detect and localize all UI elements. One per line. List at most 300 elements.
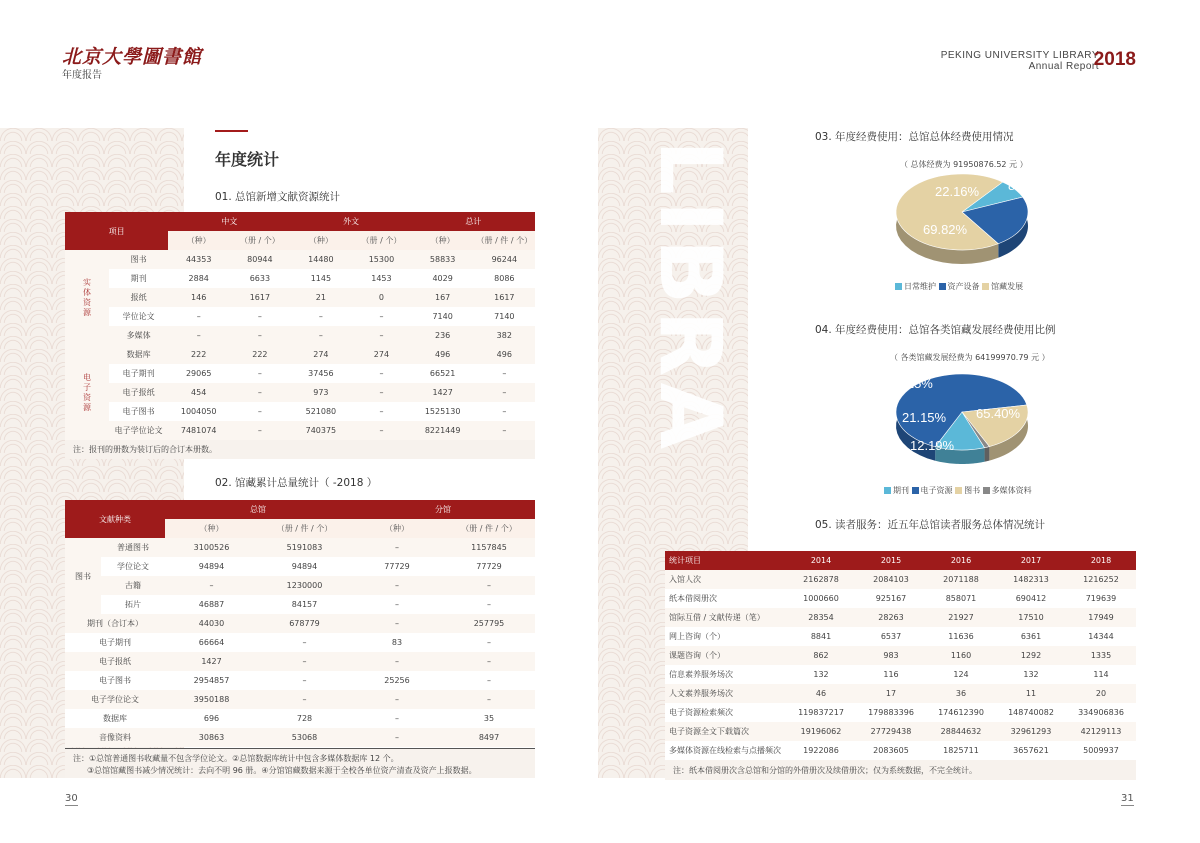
table-cell: – <box>351 421 411 440</box>
table-cell: 5009937 <box>1066 741 1136 760</box>
legend-item <box>912 486 953 495</box>
table-row <box>65 690 535 709</box>
table-cell: 382 <box>474 326 535 345</box>
row-label: 电子学位论文 <box>109 421 168 440</box>
row-label: 信息素养服务场次 <box>665 665 786 684</box>
table-cell: 1000660 <box>786 589 856 608</box>
table-row <box>665 589 1136 608</box>
table-cell: – <box>351 709 443 728</box>
table1-unit: （种） <box>412 231 474 250</box>
table-row <box>65 345 535 364</box>
header-en-line1: PEKING UNIVERSITY LIBRARY <box>940 50 1099 61</box>
table2-title: 02. 馆藏累计总量统计（ -2018 ） <box>215 477 378 489</box>
table-row <box>665 703 1136 722</box>
chart4-pie <box>880 370 1050 480</box>
table-cell: 7481074 <box>168 421 229 440</box>
legend-item <box>982 282 1023 291</box>
table-cell: 17 <box>856 684 926 703</box>
logo-subtitle: 年度报告 <box>62 70 102 81</box>
pie-data-label: 21.15% <box>902 410 947 425</box>
table-cell: 6361 <box>996 627 1066 646</box>
table-cell: – <box>165 576 258 595</box>
header-year: 2018 <box>1093 49 1136 70</box>
table-row <box>665 627 1136 646</box>
row-label: 期刊 <box>109 269 168 288</box>
table-cell: 146 <box>168 288 229 307</box>
table-cell: 44030 <box>165 614 258 633</box>
row-label: 报纸 <box>109 288 168 307</box>
table-row <box>665 570 1136 589</box>
table1-group-cn: 中文 <box>168 212 290 231</box>
table-cell: 925167 <box>856 589 926 608</box>
table5-header-cell: 统计项目 <box>665 551 786 570</box>
legend-label: 多媒体资料 <box>991 486 1032 495</box>
table-cell: 28354 <box>786 608 856 627</box>
table5-header-cell: 2015 <box>856 551 926 570</box>
table5-title: 05. 读者服务：近五年总馆读者服务总体情况统计 <box>815 519 1046 531</box>
table-cell: 1160 <box>926 646 996 665</box>
legend-item <box>983 486 1032 495</box>
row-label: 人文素养服务场次 <box>665 684 786 703</box>
pie-slice-side <box>985 447 990 462</box>
table-cell: 8497 <box>443 728 535 747</box>
table-cell: 84157 <box>258 595 351 614</box>
table-cell: 5191083 <box>258 538 351 557</box>
table-cell: 8221449 <box>412 421 474 440</box>
table-cell: 1427 <box>412 383 474 402</box>
section-accent-bar <box>215 130 248 132</box>
table-row <box>65 652 535 671</box>
table-cell: 132 <box>996 665 1066 684</box>
table-cell: 36 <box>926 684 996 703</box>
row-label: 电子学位论文 <box>65 690 165 709</box>
table-cell: 1617 <box>229 288 290 307</box>
table-cell: 174612390 <box>926 703 996 722</box>
table1-unit: （种） <box>168 231 229 250</box>
table5-note: 注：纸本借阅册次含总馆和分馆的外借册次及续借册次；仅为系统数据，不完全统计。 <box>665 760 1136 780</box>
table-cell: – <box>351 576 443 595</box>
row-label: 入馆人次 <box>665 570 786 589</box>
legend-swatch <box>939 283 946 290</box>
row-group-label: 电子资源 <box>65 345 109 440</box>
table-row <box>65 728 535 747</box>
table-cell: 1216252 <box>1066 570 1136 589</box>
table1-group-total: 总计 <box>412 212 535 231</box>
table-cell: 124 <box>926 665 996 684</box>
table-cell: 77729 <box>443 557 535 576</box>
row-label: 多媒体资源在线检索与点播频次 <box>665 741 786 760</box>
table-cell: – <box>443 690 535 709</box>
table-cell: 8086 <box>474 269 535 288</box>
table-cell: 1230000 <box>258 576 351 595</box>
page-number-left: 30 <box>65 793 78 804</box>
table-row <box>65 402 535 421</box>
table-cell: 28844632 <box>926 722 996 741</box>
table-cell: – <box>443 633 535 652</box>
table-row <box>65 250 535 269</box>
table-cell: 6537 <box>856 627 926 646</box>
table-cell: 1482313 <box>996 570 1066 589</box>
table-cell: – <box>351 538 443 557</box>
table-cell: 58833 <box>412 250 474 269</box>
table-cell: 25256 <box>351 671 443 690</box>
legend-swatch <box>983 487 990 494</box>
chart3-pie <box>880 170 1050 275</box>
table-cell: 83 <box>351 633 443 652</box>
table-cell: 1825711 <box>926 741 996 760</box>
row-label: 电子期刊 <box>65 633 165 652</box>
table-cell: – <box>351 307 411 326</box>
legend-label: 图书 <box>964 486 981 495</box>
pie-data-label: 8.02% <box>1008 178 1045 193</box>
table-cell: – <box>351 402 411 421</box>
legend-swatch <box>895 283 902 290</box>
table-row <box>65 633 535 652</box>
table-cell: – <box>351 652 443 671</box>
legend-swatch <box>912 487 919 494</box>
table-cell: 3657621 <box>996 741 1066 760</box>
table-cell: 983 <box>856 646 926 665</box>
chart4-legend <box>884 485 1032 496</box>
table-cell: 94894 <box>165 557 258 576</box>
table-cell: 94894 <box>258 557 351 576</box>
table-cell: – <box>258 690 351 709</box>
table-row <box>65 269 535 288</box>
table-cell: 42129113 <box>1066 722 1136 741</box>
table-cell: 37456 <box>291 364 352 383</box>
table1-group-foreign: 外文 <box>291 212 412 231</box>
legend-label: 资产设备 <box>947 282 980 291</box>
table2-note <box>65 748 535 778</box>
table-cell: – <box>258 652 351 671</box>
row-label: 纸本借阅册次 <box>665 589 786 608</box>
legend-label: 期刊 <box>893 486 909 495</box>
table-cell: 690412 <box>996 589 1066 608</box>
table-cell: 2071188 <box>926 570 996 589</box>
legend-item <box>955 486 980 495</box>
table-cell: 222 <box>229 345 290 364</box>
table2 <box>65 500 535 747</box>
table-cell: 1453 <box>351 269 411 288</box>
table-cell: 21 <box>291 288 352 307</box>
table1-unit: （册 / 件 / 个） <box>474 231 535 250</box>
row-label: 网上咨询（个） <box>665 627 786 646</box>
table-cell: 1157845 <box>443 538 535 557</box>
row-label: 电子期刊 <box>109 364 168 383</box>
table1-note: 注：报刊的册数为装订后的合订本册数。 <box>65 440 535 459</box>
table-cell: 454 <box>168 383 229 402</box>
table-cell: 678779 <box>258 614 351 633</box>
table-cell: 44353 <box>168 250 229 269</box>
table1-head-item: 项目 <box>65 212 168 250</box>
table-cell: – <box>474 383 535 402</box>
table-cell: – <box>474 364 535 383</box>
table-cell: 1617 <box>474 288 535 307</box>
table-cell: 114 <box>1066 665 1136 684</box>
table-cell: 17949 <box>1066 608 1136 627</box>
table-cell: 2954857 <box>165 671 258 690</box>
table-cell: 521080 <box>291 402 352 421</box>
table-cell: – <box>474 402 535 421</box>
library-logo: 北京大學圖書館 <box>62 46 203 68</box>
table-cell: 17510 <box>996 608 1066 627</box>
row-label: 课题咨询（个） <box>665 646 786 665</box>
pie-data-label: 22.16% <box>935 184 980 199</box>
table5-header-cell: 2017 <box>996 551 1066 570</box>
table-row <box>665 646 1136 665</box>
pie-data-label: 12.19% <box>910 438 955 453</box>
table-cell: 696 <box>165 709 258 728</box>
table-cell: 862 <box>786 646 856 665</box>
table-cell: – <box>351 614 443 633</box>
table1-unit: （册 / 个） <box>351 231 411 250</box>
table2-unit: （种） <box>351 519 443 538</box>
table-cell: 66664 <box>165 633 258 652</box>
table-row <box>65 421 535 440</box>
table-cell: – <box>258 671 351 690</box>
table-cell: 719639 <box>1066 589 1136 608</box>
table-cell: – <box>474 421 535 440</box>
table-cell: 4029 <box>412 269 474 288</box>
table-cell: 973 <box>291 383 352 402</box>
table-cell: 0 <box>351 288 411 307</box>
table-cell: 2162878 <box>786 570 856 589</box>
row-label: 多媒体 <box>109 326 168 345</box>
table1-title: 01. 总馆新增文献资源统计 <box>215 191 341 203</box>
pie-data-label: 1.25% <box>896 376 933 391</box>
table2-unit: （册 / 件 / 个） <box>258 519 351 538</box>
table-cell: 496 <box>412 345 474 364</box>
table-cell: 14344 <box>1066 627 1136 646</box>
table-cell: 19196062 <box>786 722 856 741</box>
row-label: 拓片 <box>101 595 165 614</box>
row-label: 古籍 <box>101 576 165 595</box>
table-cell: 1004050 <box>168 402 229 421</box>
table-cell: 3950188 <box>165 690 258 709</box>
table-row <box>65 538 535 557</box>
table2-group-branch: 分馆 <box>351 500 535 519</box>
row-label: 电子图书 <box>109 402 168 421</box>
table-cell: 46887 <box>165 595 258 614</box>
table-cell: 1292 <box>996 646 1066 665</box>
table-cell: – <box>229 421 290 440</box>
row-label: 图书 <box>109 250 168 269</box>
row-label: 电子资源检索频次 <box>665 703 786 722</box>
background-letters: LIBRA <box>640 140 740 456</box>
table-row <box>65 364 535 383</box>
table-row <box>65 671 535 690</box>
table-cell: – <box>351 364 411 383</box>
row-label: 普通图书 <box>101 538 165 557</box>
table-row <box>65 614 535 633</box>
table-cell: 167 <box>412 288 474 307</box>
table-cell: – <box>351 728 443 747</box>
legend-label: 日常维护 <box>904 282 936 291</box>
table1-unit: （册 / 个） <box>229 231 290 250</box>
table-row <box>665 684 1136 703</box>
table-cell: 740375 <box>291 421 352 440</box>
row-label: 数据库 <box>109 345 168 364</box>
table-row <box>65 709 535 728</box>
row-label: 电子资源全文下载篇次 <box>665 722 786 741</box>
table-cell: 14480 <box>291 250 352 269</box>
legend-swatch <box>884 487 891 494</box>
legend-swatch <box>955 487 962 494</box>
table-cell: 222 <box>168 345 229 364</box>
table-row <box>665 722 1136 741</box>
table-cell: 179883396 <box>856 703 926 722</box>
table-cell: 46 <box>786 684 856 703</box>
table-cell: 274 <box>351 345 411 364</box>
pie-data-label: 65.40% <box>976 406 1021 421</box>
legend-item <box>884 486 909 495</box>
chart3-title: 03. 年度经费使用：总馆总体经费使用情况 <box>815 131 1014 143</box>
table-row <box>65 326 535 345</box>
table-cell: – <box>443 576 535 595</box>
row-group-label: 图书 <box>65 538 101 614</box>
table2-unit: （册 / 件 / 个） <box>443 519 535 538</box>
table-cell: – <box>229 402 290 421</box>
table-row <box>665 608 1136 627</box>
table5 <box>665 551 1136 780</box>
table-cell: 1525130 <box>412 402 474 421</box>
table-row <box>65 383 535 402</box>
table5-header-cell: 2018 <box>1066 551 1136 570</box>
table-cell: – <box>168 307 229 326</box>
table-cell: – <box>351 595 443 614</box>
table-row <box>65 557 535 576</box>
table-cell: 728 <box>258 709 351 728</box>
table-cell: 29065 <box>168 364 229 383</box>
pie-data-label: 69.82% <box>923 222 968 237</box>
table-cell: 11636 <box>926 627 996 646</box>
row-label: 电子报纸 <box>109 383 168 402</box>
table-cell: 15300 <box>351 250 411 269</box>
legend-item <box>895 282 936 291</box>
table-cell: – <box>351 326 411 345</box>
chart3-subtitle: （ 总体经费为 91950876.52 元 ） <box>900 160 1028 169</box>
table-cell: 6633 <box>229 269 290 288</box>
table-cell: 96244 <box>474 250 535 269</box>
table5-header-cell: 2014 <box>786 551 856 570</box>
table2-unit: （种） <box>165 519 258 538</box>
table-cell: 30863 <box>165 728 258 747</box>
table-cell: – <box>351 383 411 402</box>
table-cell: 334906836 <box>1066 703 1136 722</box>
table-cell: – <box>168 326 229 345</box>
table-cell: 257795 <box>443 614 535 633</box>
table-cell: 1335 <box>1066 646 1136 665</box>
table2-group-main: 总馆 <box>165 500 351 519</box>
table-cell: 1145 <box>291 269 352 288</box>
table-cell: 116 <box>856 665 926 684</box>
table2-note-line1: 注：①总馆普通图书收藏量不包含学位论文。②总馆数据库统计中包含多媒体数据库 12 个。 <box>73 754 399 763</box>
legend-item <box>939 282 980 291</box>
table1-unit: （种） <box>291 231 352 250</box>
table-cell: 27729438 <box>856 722 926 741</box>
table-cell: 858071 <box>926 589 996 608</box>
table-cell: 2884 <box>168 269 229 288</box>
table-cell: 7140 <box>474 307 535 326</box>
page-number-right: 31 <box>1121 793 1134 804</box>
table-cell: 21927 <box>926 608 996 627</box>
table-cell: 274 <box>291 345 352 364</box>
table-cell: – <box>291 326 352 345</box>
table-cell: – <box>229 326 290 345</box>
table-cell: 32961293 <box>996 722 1066 741</box>
row-label: 期刊（合订本） <box>65 614 165 633</box>
table1 <box>65 212 535 459</box>
table-cell: 236 <box>412 326 474 345</box>
row-label: 音像资料 <box>65 728 165 747</box>
table-cell: 2083605 <box>856 741 926 760</box>
table2-note-line2: ③总馆馆藏图书减少情况统计：去向不明 96 册。④分馆馆藏数据来源于全校各单位资产清查及资产上报数据。 <box>87 766 477 775</box>
table-cell: 1427 <box>165 652 258 671</box>
table-cell: 53068 <box>258 728 351 747</box>
table-cell: – <box>229 364 290 383</box>
table-cell: 7140 <box>412 307 474 326</box>
table-cell: 20 <box>1066 684 1136 703</box>
table-cell: – <box>229 307 290 326</box>
row-group-label: 实体资源 <box>65 250 109 345</box>
table-row <box>65 288 535 307</box>
legend-label: 电子资源 <box>920 486 953 495</box>
table-cell: 119837217 <box>786 703 856 722</box>
table-cell: 8841 <box>786 627 856 646</box>
table-cell: 28263 <box>856 608 926 627</box>
table-cell: – <box>351 690 443 709</box>
row-label: 学位论文 <box>109 307 168 326</box>
table-cell: 80944 <box>229 250 290 269</box>
legend-swatch <box>982 283 989 290</box>
table-cell: 35 <box>443 709 535 728</box>
table-cell: 77729 <box>351 557 443 576</box>
row-label: 馆际互借 / 文献传递（笔） <box>665 608 786 627</box>
table-row <box>665 665 1136 684</box>
table-row <box>65 595 535 614</box>
table-cell: 148740082 <box>996 703 1066 722</box>
table-cell: – <box>443 652 535 671</box>
table2-head-item: 文献种类 <box>65 500 165 538</box>
table-cell: – <box>443 671 535 690</box>
table-cell: 496 <box>474 345 535 364</box>
table-cell: – <box>258 633 351 652</box>
table-cell: 11 <box>996 684 1066 703</box>
table-cell: – <box>443 595 535 614</box>
table-row <box>65 307 535 326</box>
row-label: 电子报纸 <box>65 652 165 671</box>
row-label: 数据库 <box>65 709 165 728</box>
header-en-line2: Annual Report <box>1028 61 1099 72</box>
table-cell: 3100526 <box>165 538 258 557</box>
table-cell: – <box>291 307 352 326</box>
chart4-subtitle: （ 各类馆藏发展经费为 64199970.79 元 ） <box>890 353 1050 362</box>
table-cell: 132 <box>786 665 856 684</box>
chart3-legend <box>895 281 1023 292</box>
table-row <box>665 741 1136 760</box>
table-row <box>65 576 535 595</box>
table-cell: – <box>229 383 290 402</box>
row-label: 电子图书 <box>65 671 165 690</box>
table5-header-cell: 2016 <box>926 551 996 570</box>
row-label: 学位论文 <box>101 557 165 576</box>
section-title: 年度统计 <box>215 150 280 169</box>
table-cell: 2084103 <box>856 570 926 589</box>
legend-label: 馆藏发展 <box>991 282 1024 291</box>
header-english <box>941 50 1099 72</box>
table-cell: 66521 <box>412 364 474 383</box>
table-cell: 1922086 <box>786 741 856 760</box>
